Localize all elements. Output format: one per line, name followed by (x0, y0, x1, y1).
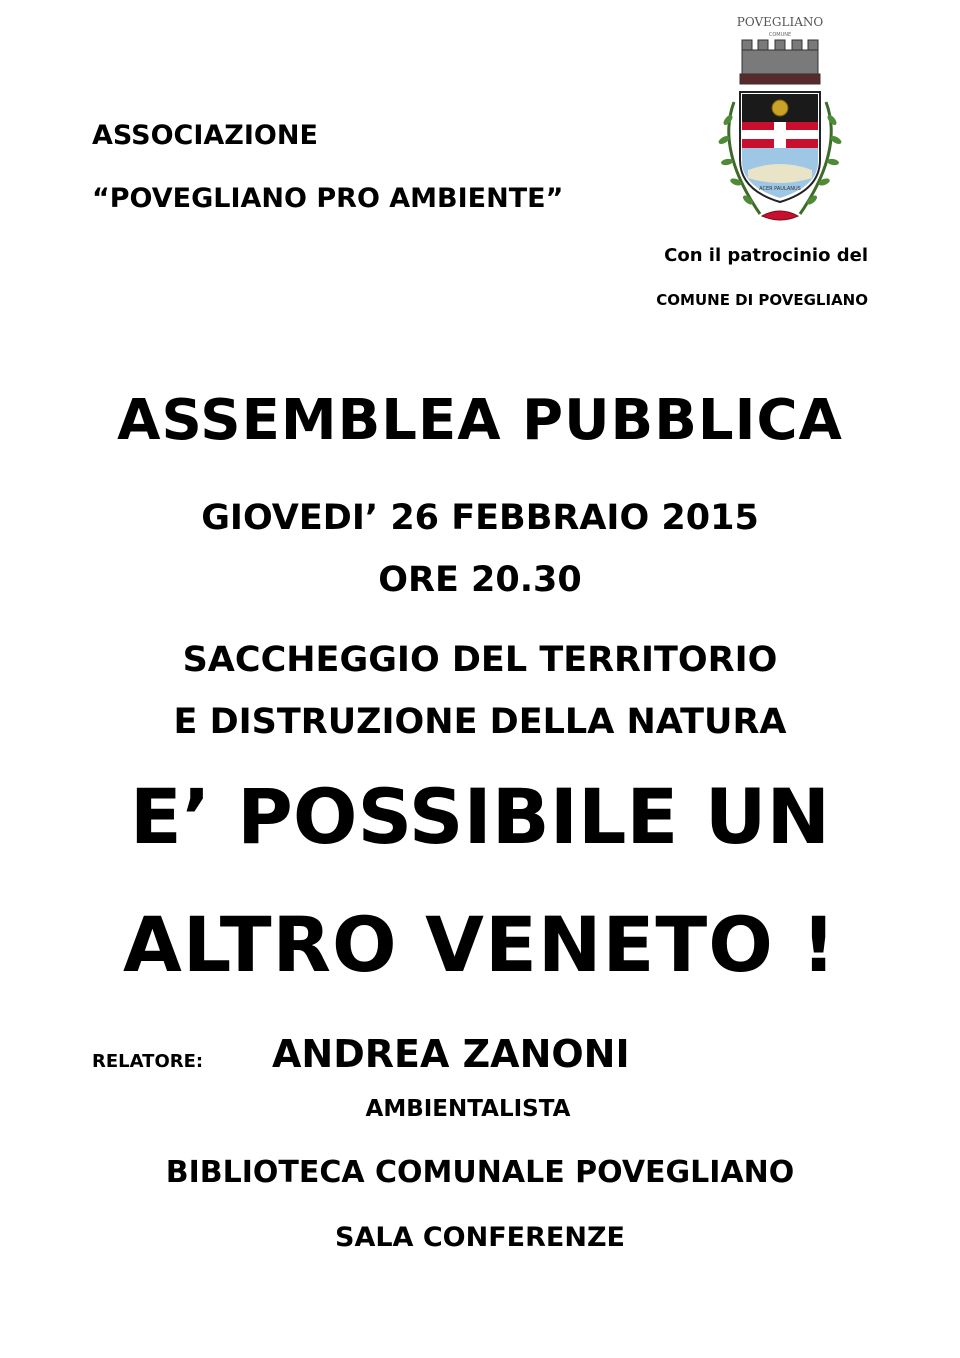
crest-top-text: POVEGLIANO (736, 15, 824, 29)
event-time: ORE 20.30 (378, 560, 582, 600)
venue-room: SALA CONFERENZE (335, 1222, 625, 1253)
crest-motto: ACER PAULANUS (759, 186, 801, 192)
association-label: ASSOCIAZIONE (92, 120, 318, 151)
slogan-line-2: ALTRO VENETO ! (123, 900, 837, 989)
topic-line-1: SACCHEGGIO DEL TERRITORIO (182, 640, 778, 680)
patronage-line: Con il patrocinio del (664, 245, 868, 266)
venue-name: BIBLIOTECA COMUNALE POVEGLIANO (165, 1155, 795, 1190)
event-date: GIOVEDI’ 26 FEBBRAIO 2015 (201, 498, 759, 538)
topic-line-2: E DISTRUZIONE DELLA NATURA (173, 702, 787, 742)
comune-crest-icon (700, 10, 860, 230)
association-name: “POVEGLIANO PRO AMBIENTE” (92, 183, 564, 214)
speaker-name: ANDREA ZANONI (272, 1032, 630, 1076)
speaker-role: AMBIENTALISTA (365, 1096, 571, 1122)
event-title: ASSEMBLEA PUBBLICA (117, 388, 843, 453)
patronage-org: COMUNE DI POVEGLIANO (656, 291, 868, 309)
crest-sub-text: COMUNE (768, 32, 792, 38)
speaker-label: RELATORE: (92, 1051, 204, 1072)
slogan-line-1: E’ POSSIBILE UN (129, 772, 831, 861)
